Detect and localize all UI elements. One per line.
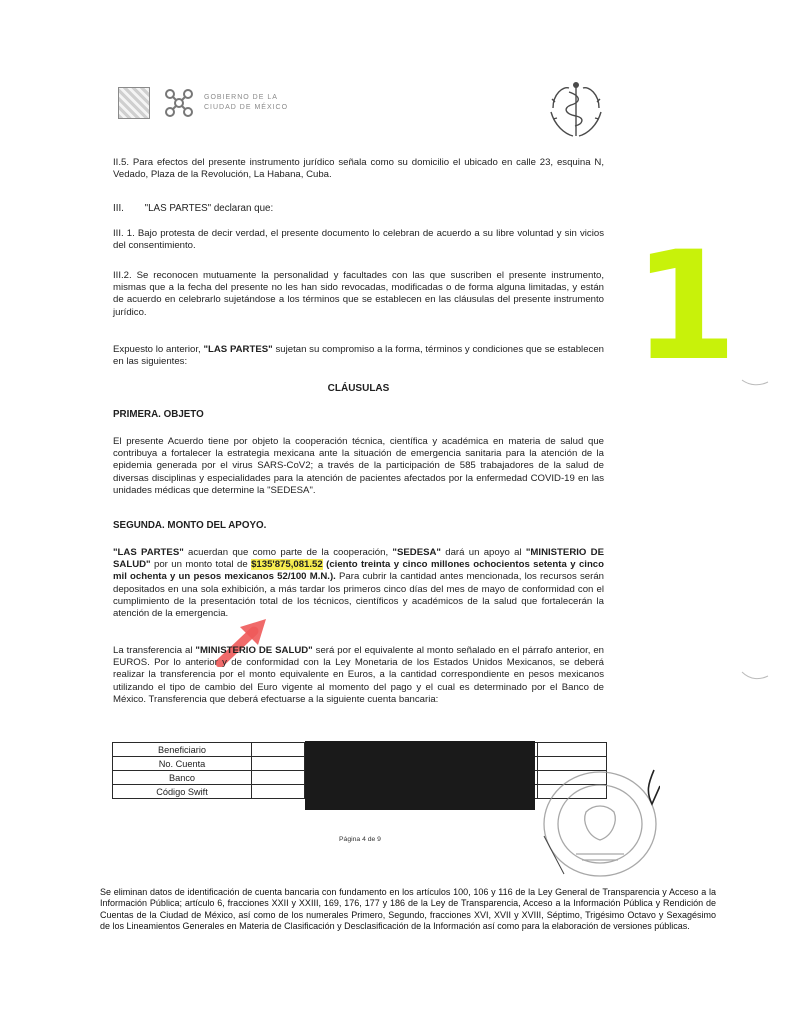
clausulas-title: CLÁUSULAS xyxy=(327,383,390,394)
header-logos xyxy=(118,82,288,124)
primera-heading: PRIMERA. OBJETO xyxy=(113,409,204,420)
stamp-icon xyxy=(536,766,660,882)
page-number: Página 4 de 9 xyxy=(339,836,381,843)
paragraph-primera: El presente Acuerdo tiene por objeto la cooperación técnica, científica y académica en materia de salud que contribuya a fortalecer la estrategia mexicana ante la situación de emergencia sanitaria para la atención de la epidemia generada por el virus SARS-CoV2; a través de la participación de 585 trabajadores de la salud de diversas disciplinas y especialidades para la atención de pacientes afectados por la enfermedad COVID-19 en las unidades médicas que determine la "SEDESA". xyxy=(113,436,604,496)
expuesto-bold: "LAS PARTES" xyxy=(203,344,273,355)
paragraph-iii2: III.2. Se reconocen mutuamente la personalidad y facultades con las que suscriben el presente instrumento, mismas que a la fecha del presente no les han sido revocadas, modificadas o de forma alguna limitadas, y están de acuerdo en celebrarlo sujetándose a los términos que se establecen en las cláusulas del presente instrumento jurídico. xyxy=(113,270,604,318)
gov-line-2: CIUDAD DE MÉXICO xyxy=(204,104,289,111)
table-row-label: No. Cuenta xyxy=(113,757,252,771)
annotation-number: 1 xyxy=(633,220,738,394)
paragraph-ii5: II.5. Para efectos del presente instrumento jurídico señala como su domicilio el ubicado en calle 23, esquina N, Vedado, Plaza de la Revolución, La Habana, Cuba. xyxy=(113,157,604,181)
cdmx-emblem-icon xyxy=(162,86,196,120)
segunda-bold-4: (ciento treinta y cinco millones ochocientos setenta y cinco mil ochenta y un pesos mexicanos 52/100 M.N.). xyxy=(113,559,604,583)
paragraph-transferencia xyxy=(113,645,604,706)
gov-line-1: GOBIERNO DE LA xyxy=(204,94,278,101)
highlighted-amount: $135'875,081.52 xyxy=(251,559,323,571)
paragraph-expuesto xyxy=(113,344,604,368)
edge-scan-marks-icon xyxy=(740,370,770,700)
segunda-text-3: por un monto total de xyxy=(150,559,252,571)
paragraph-iii1: III. 1. Bajo protesta de decir verdad, el presente documento lo celebran de acuerdo a su libre voluntad y sin vicios del consentimiento. xyxy=(113,228,604,252)
transfer-text-2: será por el equivalente al monto señalado en el párrafo anterior, en EUROS. Por lo anterior y de conformidad con la Ley Monetaria de los Estados Unidos Mexicanos, se deberá realizar la transferencia por el monto equivalente en Euros, a la cantidad correspondiente en pesos mexicanos utilizando el tipo de cambio del Euro vigente al momento del pago y el cual es determinado por el Banco de México. Transferencia que deberá efectuarse a la siguiente cuenta bancaria: xyxy=(113,645,605,705)
government-name xyxy=(204,93,288,113)
expuesto-text-2: sujetan su compromiso a la forma, términos y condiciones que se establecen en las siguientes: xyxy=(113,344,604,368)
segunda-bold-2: "SEDESA" xyxy=(392,547,441,558)
transfer-text-1: La transferencia al xyxy=(113,645,196,656)
caduceus-seal-icon xyxy=(545,78,607,140)
segunda-bold-3: "MINISTERIO DE SALUD" xyxy=(113,547,604,571)
segunda-bold-1: "LAS PARTES" xyxy=(113,547,184,558)
expuesto-text-1: Expuesto lo anterior, xyxy=(113,344,204,355)
segunda-heading: SEGUNDA. MONTO DEL APOYO. xyxy=(113,520,267,531)
paragraph-segunda xyxy=(113,547,604,620)
section-iii-heading xyxy=(113,203,273,214)
table-row-label: Beneficiario xyxy=(113,743,252,757)
table-row-label: Código Swift xyxy=(113,785,252,799)
table-row-label: Banco xyxy=(113,771,252,785)
segunda-text-1: acuerdan que como parte de la cooperación, xyxy=(183,547,393,558)
section-iii-title: "LAS PARTES" declaran que: xyxy=(144,203,274,214)
redaction-footnote: Se eliminan datos de identificación de cuenta bancaria con fundamento en los artículos 100, 106 y 116 de la Ley General de Transparencia y Acceso a la Información Pública; artículo 6, fracciones XXII y XXIII, 169, 176, 177 y 186 de la Ley de Transparencia, Acceso a la Información Pública y Rendición de Cuentas de la Ciudad de México, así como de los numerales Primero, Segundo, fracciones XVI, XVII y XVIII, Séptimo, Trigésimo Octavo y Sexagésimo de los Lineamientos Generales en Materia de Clasificación y Desclasificación de la Información así como para la elaboración de versiones públicas. xyxy=(100,887,716,932)
redaction-block xyxy=(305,741,535,810)
transfer-bold: "MINISTERIO DE SALUD" xyxy=(195,645,313,656)
segunda-text-4: Para cubrir la cantidad antes mencionada, los recursos serán depositados en una sola exhibición, a más tardar los primeros cinco días del mes de mayo de conformidad con el cumplimiento de la presentación total de los técnicos, científicos y académicos de la salud que fortalecerán la atención de la emergencia. xyxy=(113,571,605,620)
segunda-text-2: dará un apoyo al xyxy=(440,547,526,558)
section-iii-number: III. xyxy=(113,203,124,214)
coat-of-arms-icon xyxy=(118,87,150,119)
